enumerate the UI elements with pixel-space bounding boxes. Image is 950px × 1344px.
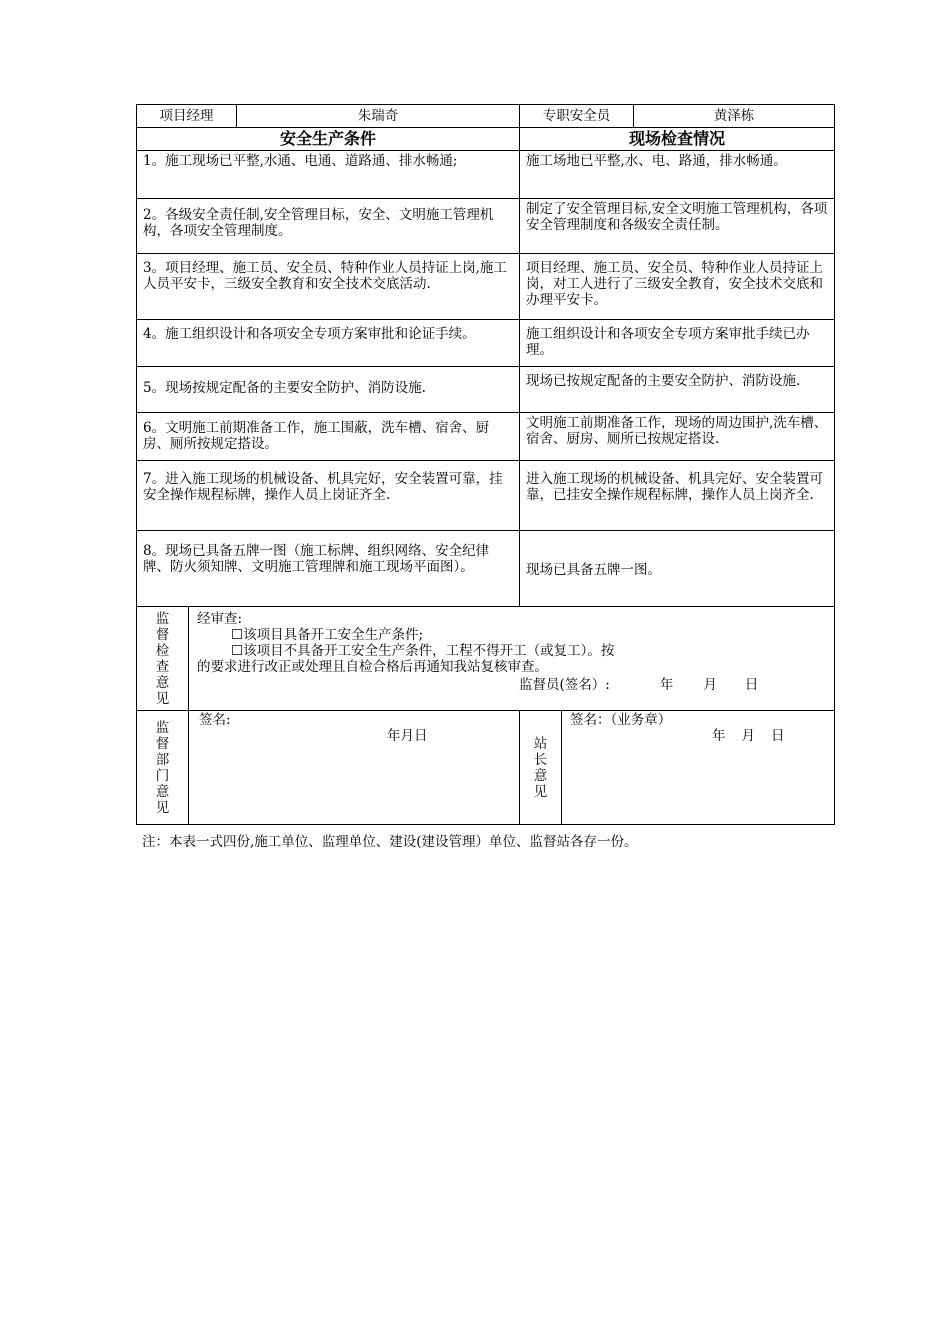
dept-box	[189, 711, 519, 823]
footnote: 注：本表一式四份,施工单位、监理单位、建设(建设管理）单位、监督站各存一份。	[142, 834, 638, 850]
review-row	[137, 607, 835, 711]
chief-label-text: 站长意见	[533, 735, 548, 800]
check-cell: 现场已具备五牌一图。	[520, 531, 835, 607]
review-signer-label: 监督员(签名）:	[519, 677, 610, 693]
item-row-3	[137, 254, 835, 320]
dept-label-text: 监督部门意见	[155, 719, 170, 816]
chief-sign-label: 签名：（业务章）	[570, 712, 672, 728]
opinion-row	[137, 711, 835, 825]
conditions-title: 安全生产条件	[137, 128, 520, 151]
condition-cell: 4。施工组织设计和各项安全专项方案审批和论证手续。	[137, 320, 520, 367]
chief-content	[562, 711, 835, 825]
chief-day: 日	[771, 728, 785, 744]
item-row-8	[137, 531, 835, 607]
check-cell: 现场已按规定配备的主要安全防护、消防设施.	[520, 367, 835, 413]
item-row-1	[137, 151, 835, 199]
item-row-5	[137, 367, 835, 413]
pm-label: 项目经理	[137, 105, 237, 128]
item-row-4	[137, 320, 835, 367]
condition-cell: 6。文明施工前期准备工作，施工围蔽，洗车槽、宿舍、厨房、厕所按规定搭设。	[137, 413, 520, 461]
check-cell: 进入施工现场的机械设备、机具完好、安全装置可靠，已挂安全操作规程标牌，操作人员上岗齐全.	[520, 461, 835, 531]
safety-officer-name: 黄泽栋	[634, 105, 835, 128]
condition-cell: 2。各级安全责任制,安全管理目标，安全、文明施工管理机构，各项安全管理制度。	[137, 199, 520, 254]
item-row-2	[137, 199, 835, 254]
review-option-unqualified[interactable]: ☐该项目不具备开工安全生产条件，工程不得开工（或复工）。按	[231, 643, 615, 659]
safety-officer-label: 专职安全员	[520, 105, 634, 128]
dept-sign-label: 签名:	[199, 712, 231, 728]
review-year: 年	[659, 677, 674, 693]
condition-cell: 7。进入施工现场的机械设备、机具完好，安全装置可靠，挂安全操作规程标牌，操作人员上岗证齐全.	[137, 461, 520, 531]
review-label-text: 监督检查意见	[155, 610, 170, 707]
review-month: 月	[703, 677, 717, 693]
condition-cell: 8。现场已具备五牌一图（施工标牌、组织网络、安全纪律牌、防火须知牌、文明施工管理牌和施工现场平面图）。	[137, 531, 520, 607]
review-signature-line	[519, 677, 758, 693]
check-cell: 施工组织设计和各项安全专项方案审批手续已办理。	[520, 320, 835, 367]
dept-label	[137, 711, 189, 825]
check-cell: 文明施工前期准备工作，现场的周边围护,洗车槽、宿舍、厨房、厕所已按规定搭设.	[520, 413, 835, 461]
inspection-title: 现场检查情况	[520, 128, 835, 151]
item-row-7	[137, 461, 835, 531]
safety-inspection-form	[136, 104, 834, 825]
check-cell: 项目经理、施工员、安全员、特种作业人员持证上岗，对工人进行了三级安全教育，安全技术交底和办理平安卡。	[520, 254, 835, 320]
review-option-qualified[interactable]: ☐该项目具备开工安全生产条件;	[231, 627, 424, 643]
pm-name: 朱瑞奇	[237, 105, 520, 128]
dept-content	[189, 711, 520, 825]
condition-cell: 1。施工现场已平整,水通、电通、道路通、排水畅通;	[137, 151, 520, 199]
chief-label	[520, 711, 562, 825]
form-table	[136, 104, 835, 825]
condition-cell: 5。现场按规定配备的主要安全防护、消防设施.	[137, 367, 520, 413]
review-option-unqualified-continued: 的要求进行改正或处理且自检合格后再通知我站复核审查。	[197, 659, 548, 675]
chief-year: 年	[712, 728, 726, 744]
review-day: 日	[744, 677, 759, 693]
chief-box	[562, 711, 834, 823]
section-header-row	[137, 128, 835, 151]
header-row	[137, 105, 835, 128]
chief-month: 月	[741, 728, 755, 744]
review-content	[189, 607, 835, 711]
review-intro: 经审查:	[197, 611, 243, 627]
check-cell: 制定了安全管理目标,安全文明施工管理机构，各项安全管理制度和各级安全责任制。	[520, 199, 835, 254]
dept-date: 年月日	[387, 728, 428, 744]
condition-cell: 3。项目经理、施工员、安全员、特种作业人员持证上岗,施工人员平安卡，三级安全教育和安全技术交底活动.	[137, 254, 520, 320]
item-row-6	[137, 413, 835, 461]
check-cell: 施工场地已平整,水、电、路通，排水畅通。	[520, 151, 835, 199]
review-label	[137, 607, 189, 711]
chief-date	[712, 728, 785, 744]
